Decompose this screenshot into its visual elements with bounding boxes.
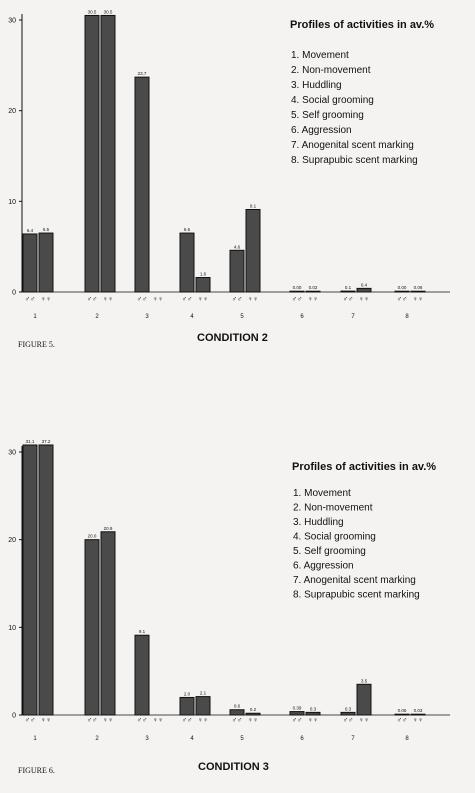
data-label: 6.5 <box>42 227 50 233</box>
data-label: 30.5 <box>103 9 113 15</box>
sex-label-female: ♀♀ <box>307 717 319 724</box>
x-tick-label: 6 <box>300 314 304 320</box>
data-label: 0.4 <box>360 282 368 288</box>
bar-series2-cat7 <box>357 684 371 715</box>
bar-series2-cat4 <box>196 277 210 292</box>
data-label: 0.3 <box>309 706 317 712</box>
bar-series1-cat3 <box>135 77 149 292</box>
bar-series1-cat5 <box>230 250 244 292</box>
data-label: 30.5 <box>87 9 97 15</box>
sex-label-male: ♂♂ <box>181 296 193 303</box>
sex-label-male: ♂♂ <box>231 717 243 724</box>
legend-item: 1. Movement <box>293 488 351 499</box>
figure-label: FIGURE 6. <box>18 766 55 775</box>
legend-title: Profiles of activities in av.% <box>292 461 437 473</box>
legend-item: 5. Self grooming <box>291 110 364 121</box>
y-tick-label: 20 <box>8 537 16 545</box>
data-label: 9.1 <box>249 203 257 209</box>
x-tick-label: 8 <box>405 736 409 742</box>
sex-label-female: ♀♀ <box>40 296 52 303</box>
data-label: 0.00 <box>292 285 302 291</box>
legend-item: 4. Social grooming <box>291 95 374 106</box>
sex-label-female: ♀♀ <box>307 296 319 303</box>
bar-series1-cat8 <box>395 714 409 715</box>
chart-title: CONDITION 2 <box>197 332 268 344</box>
x-tick-label: 5 <box>240 736 244 742</box>
bar-series1-cat1 <box>23 234 37 292</box>
bar-series2-cat1 <box>39 445 53 715</box>
data-label: 20.0 <box>87 533 97 539</box>
bar-series1-cat4 <box>180 233 194 292</box>
data-label: 0.00 <box>397 285 407 291</box>
sex-label-female: ♀♀ <box>412 717 424 724</box>
sex-label-male: ♂♂ <box>24 717 36 724</box>
bar-series1-cat6 <box>290 291 304 292</box>
bar-series2-cat6 <box>306 712 320 715</box>
legend-item: 6. Aggression <box>293 560 354 572</box>
legend-item: 2. Non-movement <box>293 502 373 514</box>
sex-label-female: ♀♀ <box>197 717 209 724</box>
x-tick-label: 4 <box>190 314 194 320</box>
sex-label-female: ♀♀ <box>197 296 209 303</box>
data-label: 6.4 <box>26 227 34 233</box>
y-tick-label: 0 <box>12 289 16 297</box>
data-label: 6.5 <box>183 227 191 233</box>
sex-label-female: ♀♀ <box>152 296 164 303</box>
legend-item: 7. Anogenital scent marking <box>291 140 414 151</box>
sex-label-male: ♂♂ <box>86 717 98 724</box>
x-tick-label: 4 <box>190 736 194 742</box>
x-tick-label: 7 <box>351 736 355 742</box>
bar-series2-cat8 <box>411 291 425 292</box>
data-label: 1.6 <box>199 271 207 277</box>
data-label: 0.06 <box>397 708 407 714</box>
sex-label-male: ♂♂ <box>291 296 303 303</box>
data-label: 0.2 <box>249 707 257 713</box>
data-label: 31.1 <box>25 438 35 444</box>
x-tick-label: 6 <box>300 736 304 742</box>
data-label: 0.1 <box>344 285 352 291</box>
data-label: 0.3 <box>344 706 352 712</box>
x-tick-label: 3 <box>145 736 149 742</box>
chart-title: CONDITION 3 <box>198 761 269 773</box>
legend-item: 8. Suprapubic scent marking <box>291 155 418 166</box>
sex-label-male: ♂♂ <box>136 717 148 724</box>
data-label: 2.1 <box>199 690 207 696</box>
bar-series1-cat7 <box>341 291 355 292</box>
data-label: 3.5 <box>360 678 368 684</box>
x-tick-label: 7 <box>351 314 355 320</box>
bar-series2-cat1 <box>39 233 53 292</box>
sex-label-male: ♂♂ <box>342 717 354 724</box>
legend-item: 4. Social grooming <box>293 531 376 543</box>
legend-item: 1. Movement <box>291 50 349 61</box>
legend-item: 5. Self grooming <box>293 546 366 557</box>
bar-series2-cat4 <box>196 697 210 715</box>
sex-label-female: ♀♀ <box>102 717 114 724</box>
bar-series1-cat1 <box>23 445 37 715</box>
sex-label-female: ♀♀ <box>40 717 52 724</box>
bar-series1-cat3 <box>135 635 149 715</box>
legend-item: 8. Suprapubic scent marking <box>293 589 420 601</box>
bar-series1-cat4 <box>180 697 194 715</box>
sex-label-male: ♂♂ <box>24 296 36 303</box>
sex-label-male: ♂♂ <box>86 296 98 303</box>
bar-series1-cat5 <box>230 710 244 715</box>
bar-series1-cat6 <box>290 712 304 715</box>
legend-item: 6. Aggression <box>291 125 352 136</box>
sex-label-female: ♀♀ <box>247 296 259 303</box>
figure-label: FIGURE 5. <box>18 340 55 349</box>
data-label: 37.2 <box>41 438 51 444</box>
sex-label-male: ♂♂ <box>342 296 354 303</box>
y-tick-label: 10 <box>8 198 16 206</box>
sex-label-male: ♂♂ <box>136 296 148 303</box>
data-label: 20.9 <box>103 525 113 531</box>
x-tick-label: 2 <box>95 314 99 320</box>
bar-series2-cat7 <box>357 288 371 292</box>
x-tick-label: 8 <box>405 314 409 320</box>
data-label: 0.02 <box>308 285 318 291</box>
data-label: 0.6 <box>233 703 241 709</box>
sex-label-female: ♀♀ <box>247 717 259 724</box>
legend-item: 3. Huddling <box>293 517 344 528</box>
x-tick-label: 5 <box>240 314 244 320</box>
data-label: 0.39 <box>292 705 302 711</box>
bar-series1-cat2 <box>85 15 99 292</box>
sex-label-male: ♂♂ <box>291 717 303 724</box>
x-tick-label: 3 <box>145 314 149 320</box>
legend-title: Profiles of activities in av.% <box>290 19 435 31</box>
y-tick-label: 30 <box>8 17 16 25</box>
legend-item: 3. Huddling <box>291 80 342 91</box>
bar-series2-cat2 <box>101 15 115 292</box>
bar-series2-cat5 <box>246 209 260 292</box>
y-tick-label: 10 <box>8 624 16 632</box>
sex-label-male: ♂♂ <box>396 296 408 303</box>
sex-label-female: ♀♀ <box>102 296 114 303</box>
data-label: 2.0 <box>183 691 191 697</box>
sex-label-female: ♀♀ <box>412 296 424 303</box>
y-tick-label: 30 <box>8 449 16 457</box>
bar-series1-cat7 <box>341 712 355 715</box>
x-tick-label: 1 <box>33 736 37 742</box>
bar-series2-cat8 <box>411 714 425 715</box>
bar-series1-cat2 <box>85 540 99 715</box>
legend-item: 2. Non-movement <box>291 65 371 76</box>
x-tick-label: 2 <box>95 736 99 742</box>
bar-series2-cat6 <box>306 291 320 292</box>
data-label: 23.7 <box>137 71 147 77</box>
y-tick-label: 20 <box>8 108 16 116</box>
data-label: 0.06 <box>413 285 423 291</box>
bar-series2-cat5 <box>246 713 260 715</box>
sex-label-male: ♂♂ <box>231 296 243 303</box>
sex-label-female: ♀♀ <box>358 296 370 303</box>
bar-series1-cat8 <box>395 291 409 292</box>
x-tick-label: 1 <box>33 314 37 320</box>
bar-series2-cat2 <box>101 532 115 715</box>
sex-label-male: ♂♂ <box>396 717 408 724</box>
data-label: 0.03 <box>413 708 423 714</box>
sex-label-male: ♂♂ <box>181 717 193 724</box>
y-tick-label: 0 <box>12 712 16 720</box>
data-label: 9.1 <box>138 629 146 635</box>
sex-label-female: ♀♀ <box>358 717 370 724</box>
legend-item: 7. Anogenital scent marking <box>293 575 416 586</box>
data-label: 4.6 <box>233 244 241 250</box>
sex-label-female: ♀♀ <box>152 717 164 724</box>
